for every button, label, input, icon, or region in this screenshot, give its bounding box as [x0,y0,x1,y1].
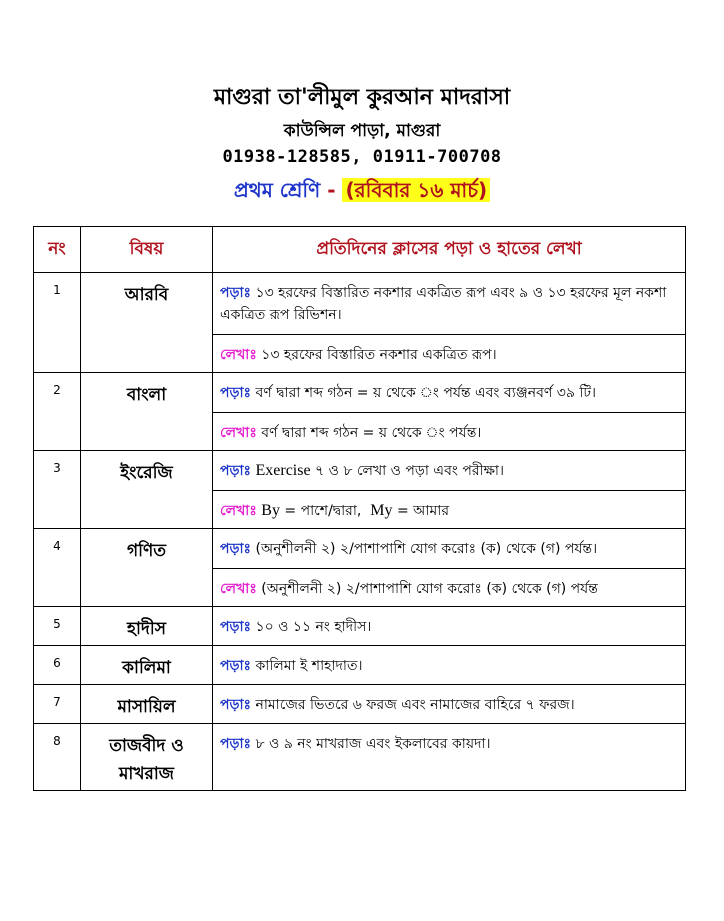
phone-numbers: 01938-128585, 01911-700708 [222,147,502,167]
row-number: 1 [34,273,81,373]
writing-label: লেখাঃ [220,347,257,363]
reading-text: কালিমা ই শাহাদাত। [255,658,363,674]
reading-text: ৮ ও ৯ নং মাখরাজ এবং ইকলাবের কায়দা। [255,736,491,752]
writing-label: লেখাঃ [220,581,257,597]
table-header-row [34,227,686,273]
reading-text: ৭ ও ৮ লেখা ও পড়া এবং পরীক্ষা। [315,463,504,479]
reading-cell [213,607,686,646]
header-details: প্রতিদিনের ক্লাসের পড়া ও হাতের লেখা [213,227,686,273]
reading-text: ১০ ও ১১ নং হাদীস। [255,619,372,635]
reading-cell [213,646,686,685]
reading-label: পড়াঃ [220,541,252,557]
table-row [34,273,686,335]
table-row [34,373,686,413]
writing-word-by: By [261,502,280,519]
reading-label: পড়াঃ [220,658,252,674]
reading-label: পড়াঃ [220,736,252,752]
subject-name: হাদীস [81,607,213,646]
row-number: 6 [34,646,81,685]
writing-cell [213,413,686,451]
reading-text: (অনুশীলনী ২) ২/পাশাপাশি যোগ করোঃ (ক) থেকে (গ) পর্যন্ত। [255,541,598,557]
table-row [34,451,686,491]
writing-text: (অনুশীলনী ২) ২/পাশাপাশি যোগ করোঃ (ক) থেকে (গ) পর্যন্ত [261,581,598,597]
row-number: 2 [34,373,81,451]
class-date: (রবিবার ১৬ মার্চ) [342,178,490,202]
row-number: 7 [34,685,81,724]
row-number: 3 [34,451,81,529]
class-name: প্রথম শ্রেণি [233,178,321,202]
writing-word-my: My [370,502,393,519]
writing-label: লেখাঃ [220,503,257,519]
writing-label: লেখাঃ [220,425,257,441]
school-name: মাগুরা তা'লীমুল কুরআন মাদরাসা [213,85,511,110]
table-row [34,529,686,569]
reading-text: বর্ণ দ্বারা শব্দ গঠন = য় থেকে ং পর্যন্ত এবং ব্যঞ্জনবর্ণ ৩৯ টি। [255,385,597,401]
subject-name: ইংরেজি [81,451,213,529]
reading-label: পড়াঃ [220,697,252,713]
subject-name: মাসায়িল [81,685,213,724]
reading-label: পড়াঃ [220,463,252,479]
writing-cell [213,491,686,529]
writing-cell [213,335,686,373]
table-row [34,685,686,724]
subject-name: গণিত [81,529,213,607]
reading-cell [213,724,686,791]
reading-cell [213,273,686,335]
subject-name: কালিমা [81,646,213,685]
school-address: কাউন্সিল পাড়া, মাগুরা [283,121,441,141]
subject-name: বাংলা [81,373,213,451]
reading-label: পড়াঃ [220,619,252,635]
writing-text: ১৩ হরফের বিস্তারিত নকশার একত্রিত রূপ। [261,347,497,363]
reading-label: পড়াঃ [220,285,252,301]
reading-cell [213,685,686,724]
subject-name: আরবি [81,273,213,373]
reading-label: পড়াঃ [220,385,252,401]
title-separator: - [327,178,336,202]
writing-text: বর্ণ দ্বারা শব্দ গঠন = য় থেকে ং পর্যন্ত। [261,425,482,441]
routine-table [33,226,686,791]
table-row [34,607,686,646]
table-row [34,646,686,685]
reading-text: ১৩ হরফের বিস্তারিত নকশার একত্রিত রূপ এবং ৯ ও ১৩ হরফের মূল নকশা একত্রিত রূপ রিভিশন। [220,285,667,323]
class-title [0,176,724,209]
row-number: 5 [34,607,81,646]
reading-cell [213,373,686,413]
reading-text-en: Exercise [255,462,311,479]
header-no: নং [34,227,81,273]
row-number: 8 [34,724,81,791]
reading-cell [213,529,686,569]
header-subject: বিষয় [81,227,213,273]
reading-cell [213,451,686,491]
row-number: 4 [34,529,81,607]
table-row [34,724,686,791]
writing-meaning-my: = আমার [396,503,450,519]
writing-meaning-by: = পাশে/দ্বারা, [284,503,362,519]
writing-cell [213,569,686,607]
reading-text: নামাজের ভিতরে ৬ ফরজ এবং নামাজের বাহিরে ৭ ফরজ। [255,697,575,713]
subject-name: তাজবীদ ও মাখরাজ [81,724,213,791]
